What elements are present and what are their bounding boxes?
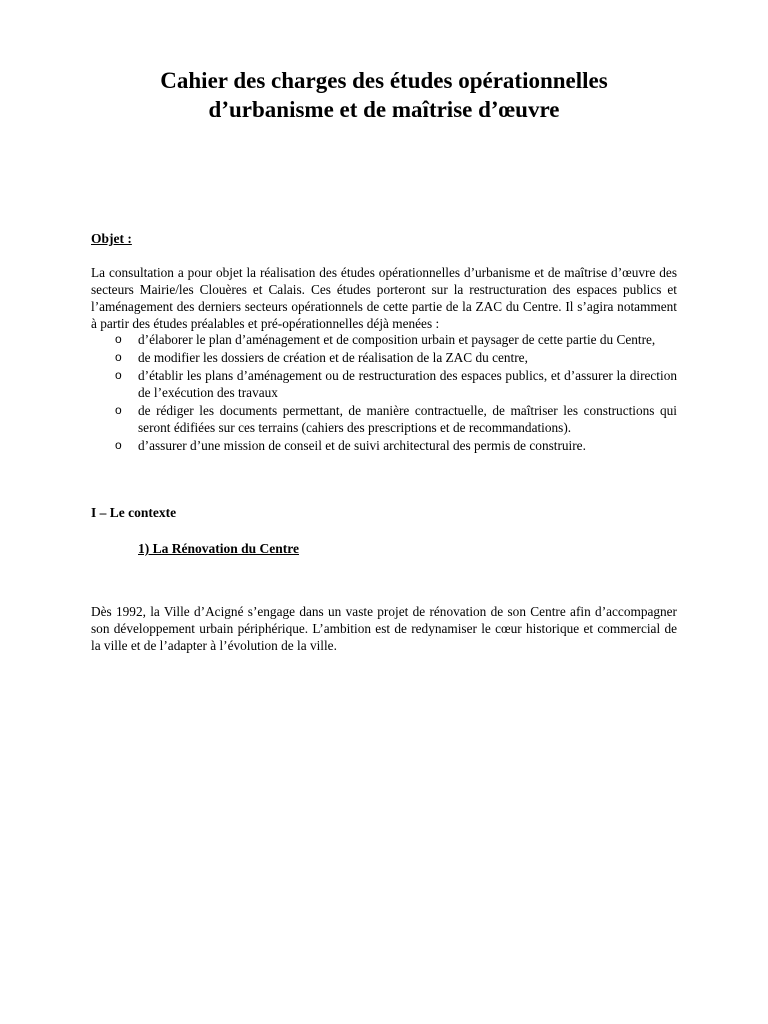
section-heading-context: I – Le contexte [91, 505, 177, 520]
bullet-marker: o [115, 332, 122, 346]
bullet-marker: o [115, 403, 122, 417]
bullet-marker: o [115, 438, 122, 452]
list-item [91, 437, 677, 454]
list-item [91, 331, 677, 348]
list-item-text: de rédiger les documents permettant, de manière contractuelle, de maîtriser les constructions qui seront édifiées sur ces terrains (cahiers des prescriptions et de recommandations). [138, 403, 677, 435]
list-item [91, 349, 677, 366]
context-paragraph: Dès 1992, la Ville d’Acigné s’engage dans un vaste projet de rénovation de son Centre afin d’accompagner son développement urbain périphérique. L’ambition est de redynamiser le cœur historique et commercial de la ville et de l’adapter à l’évolution de la ville. [91, 604, 677, 653]
intro-paragraph: La consultation a pour objet la réalisation des études opérationnelles d’urbanisme et de maîtrise d’œuvre des secteurs Mairie/les Clouères et Calais. Ces études porteront sur la restructuration des espaces publics et l’aménagement des derniers secteurs opérationnels de cette partie de la ZAC du Centre. Il s’agira notamment à partir des études préalables et pré-opérationnelles déjà menées : [91, 265, 677, 331]
title-line-1: Cahier des charges des études opérationnelles [160, 68, 608, 93]
title-line-2: d’urbanisme et de maîtrise d’œuvre [208, 97, 560, 122]
list-item-text: d’élaborer le plan d’aménagement et de composition urbain et paysager de cette partie du Centre, [138, 332, 656, 347]
list-item [91, 402, 677, 436]
objet-heading: Objet : [91, 231, 132, 246]
list-item [91, 367, 677, 401]
subsection-heading-renovation: 1) La Rénovation du Centre [138, 541, 300, 556]
document-title [80, 66, 688, 124]
bullet-marker: o [115, 350, 122, 364]
objectives-list [91, 331, 677, 455]
list-item-text: d’établir les plans d’aménagement ou de restructuration des espaces publics, et d’assurer la direction de l’exécution des travaux [138, 368, 677, 400]
bullet-marker: o [115, 368, 122, 382]
list-item-text: de modifier les dossiers de création et de réalisation de la ZAC du centre, [138, 350, 528, 365]
list-item-text: d’assurer d’une mission de conseil et de suivi architectural des permis de construire. [138, 438, 586, 453]
